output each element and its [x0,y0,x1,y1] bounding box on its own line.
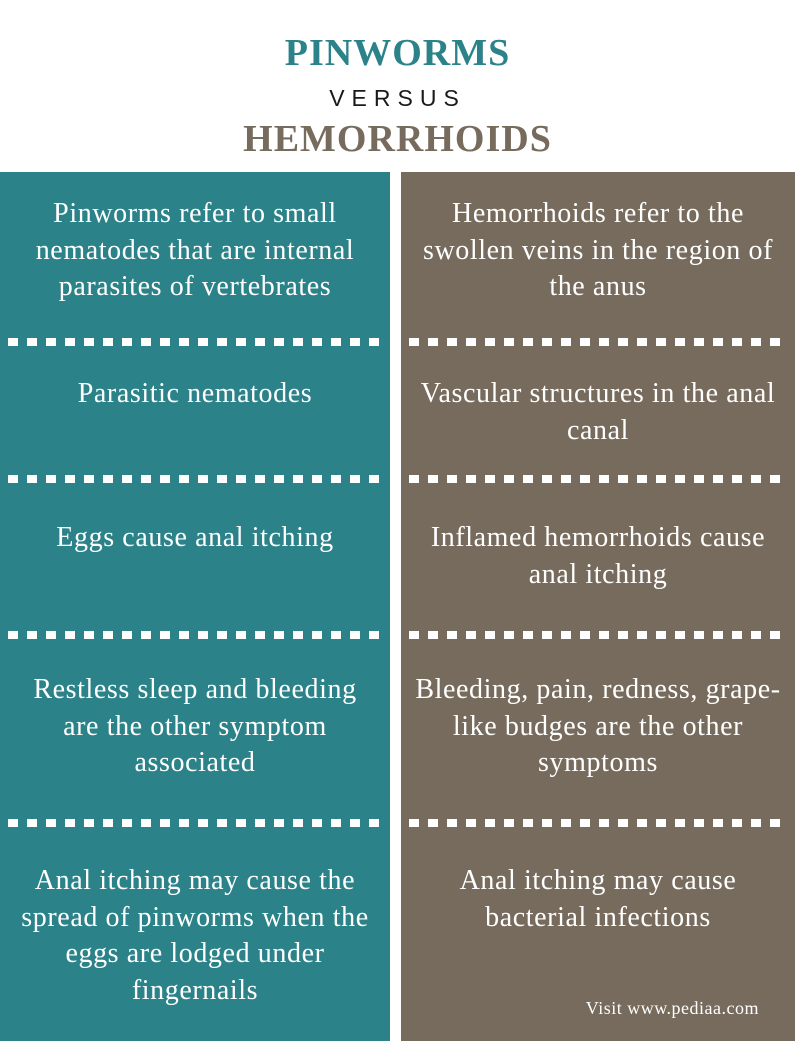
pinworms-column [0,172,390,1041]
row-divider [8,338,382,346]
title-hemorrhoids: HEMORRHOIDS [243,118,552,160]
pinworms-cell-definition [0,196,390,306]
pinworms-text-complications: Anal itching may cause the spread of pinworms when the eggs are lodged under fingernails [21,865,369,1006]
pinworms-text-definition: Pinworms refer to small nematodes that are internal parasites of vertebrates [35,198,355,302]
row-divider [409,475,787,483]
source-credit-link[interactable]: Visit www.pediaa.com [585,998,759,1018]
row-divider [8,631,382,639]
pinworms-text-symptoms: Restless sleep and bleeding are the other symptom associated [33,674,357,778]
hemorrhoids-cell-complications [401,863,795,936]
pinworms-cell-type [0,376,390,413]
row-divider [409,819,787,827]
title-versus: VERSUS [329,85,466,111]
hemorrhoids-text-complications: Anal itching may cause bacterial infections [459,865,737,933]
hemorrhoids-text-itching: Inflamed hemorrhoids cause anal itching [430,522,766,590]
hemorrhoids-cell-definition [401,196,795,306]
hemorrhoids-cell-itching [401,520,795,593]
hemorrhoids-text-symptoms: Bleeding, pain, redness, grape-like budges are the other symptoms [415,674,781,778]
row-divider [409,338,787,346]
pinworms-text-type: Parasitic nematodes [77,378,313,409]
hemorrhoids-column [401,172,795,1041]
hemorrhoids-text-type: Vascular structures in the anal canal [420,378,776,446]
header [0,0,795,172]
row-divider [8,475,382,483]
row-divider [8,819,382,827]
pinworms-cell-itching [0,520,390,557]
hemorrhoids-cell-type [401,376,795,449]
hemorrhoids-text-definition: Hemorrhoids refer to the swollen veins in the region of the anus [422,198,774,302]
row-divider [409,631,787,639]
pinworms-cell-complications [0,863,390,1009]
pinworms-cell-symptoms [0,672,390,782]
hemorrhoids-cell-symptoms [401,672,795,782]
pinworms-text-itching: Eggs cause anal itching [56,522,334,553]
title-pinworms: PINWORMS [284,32,511,74]
